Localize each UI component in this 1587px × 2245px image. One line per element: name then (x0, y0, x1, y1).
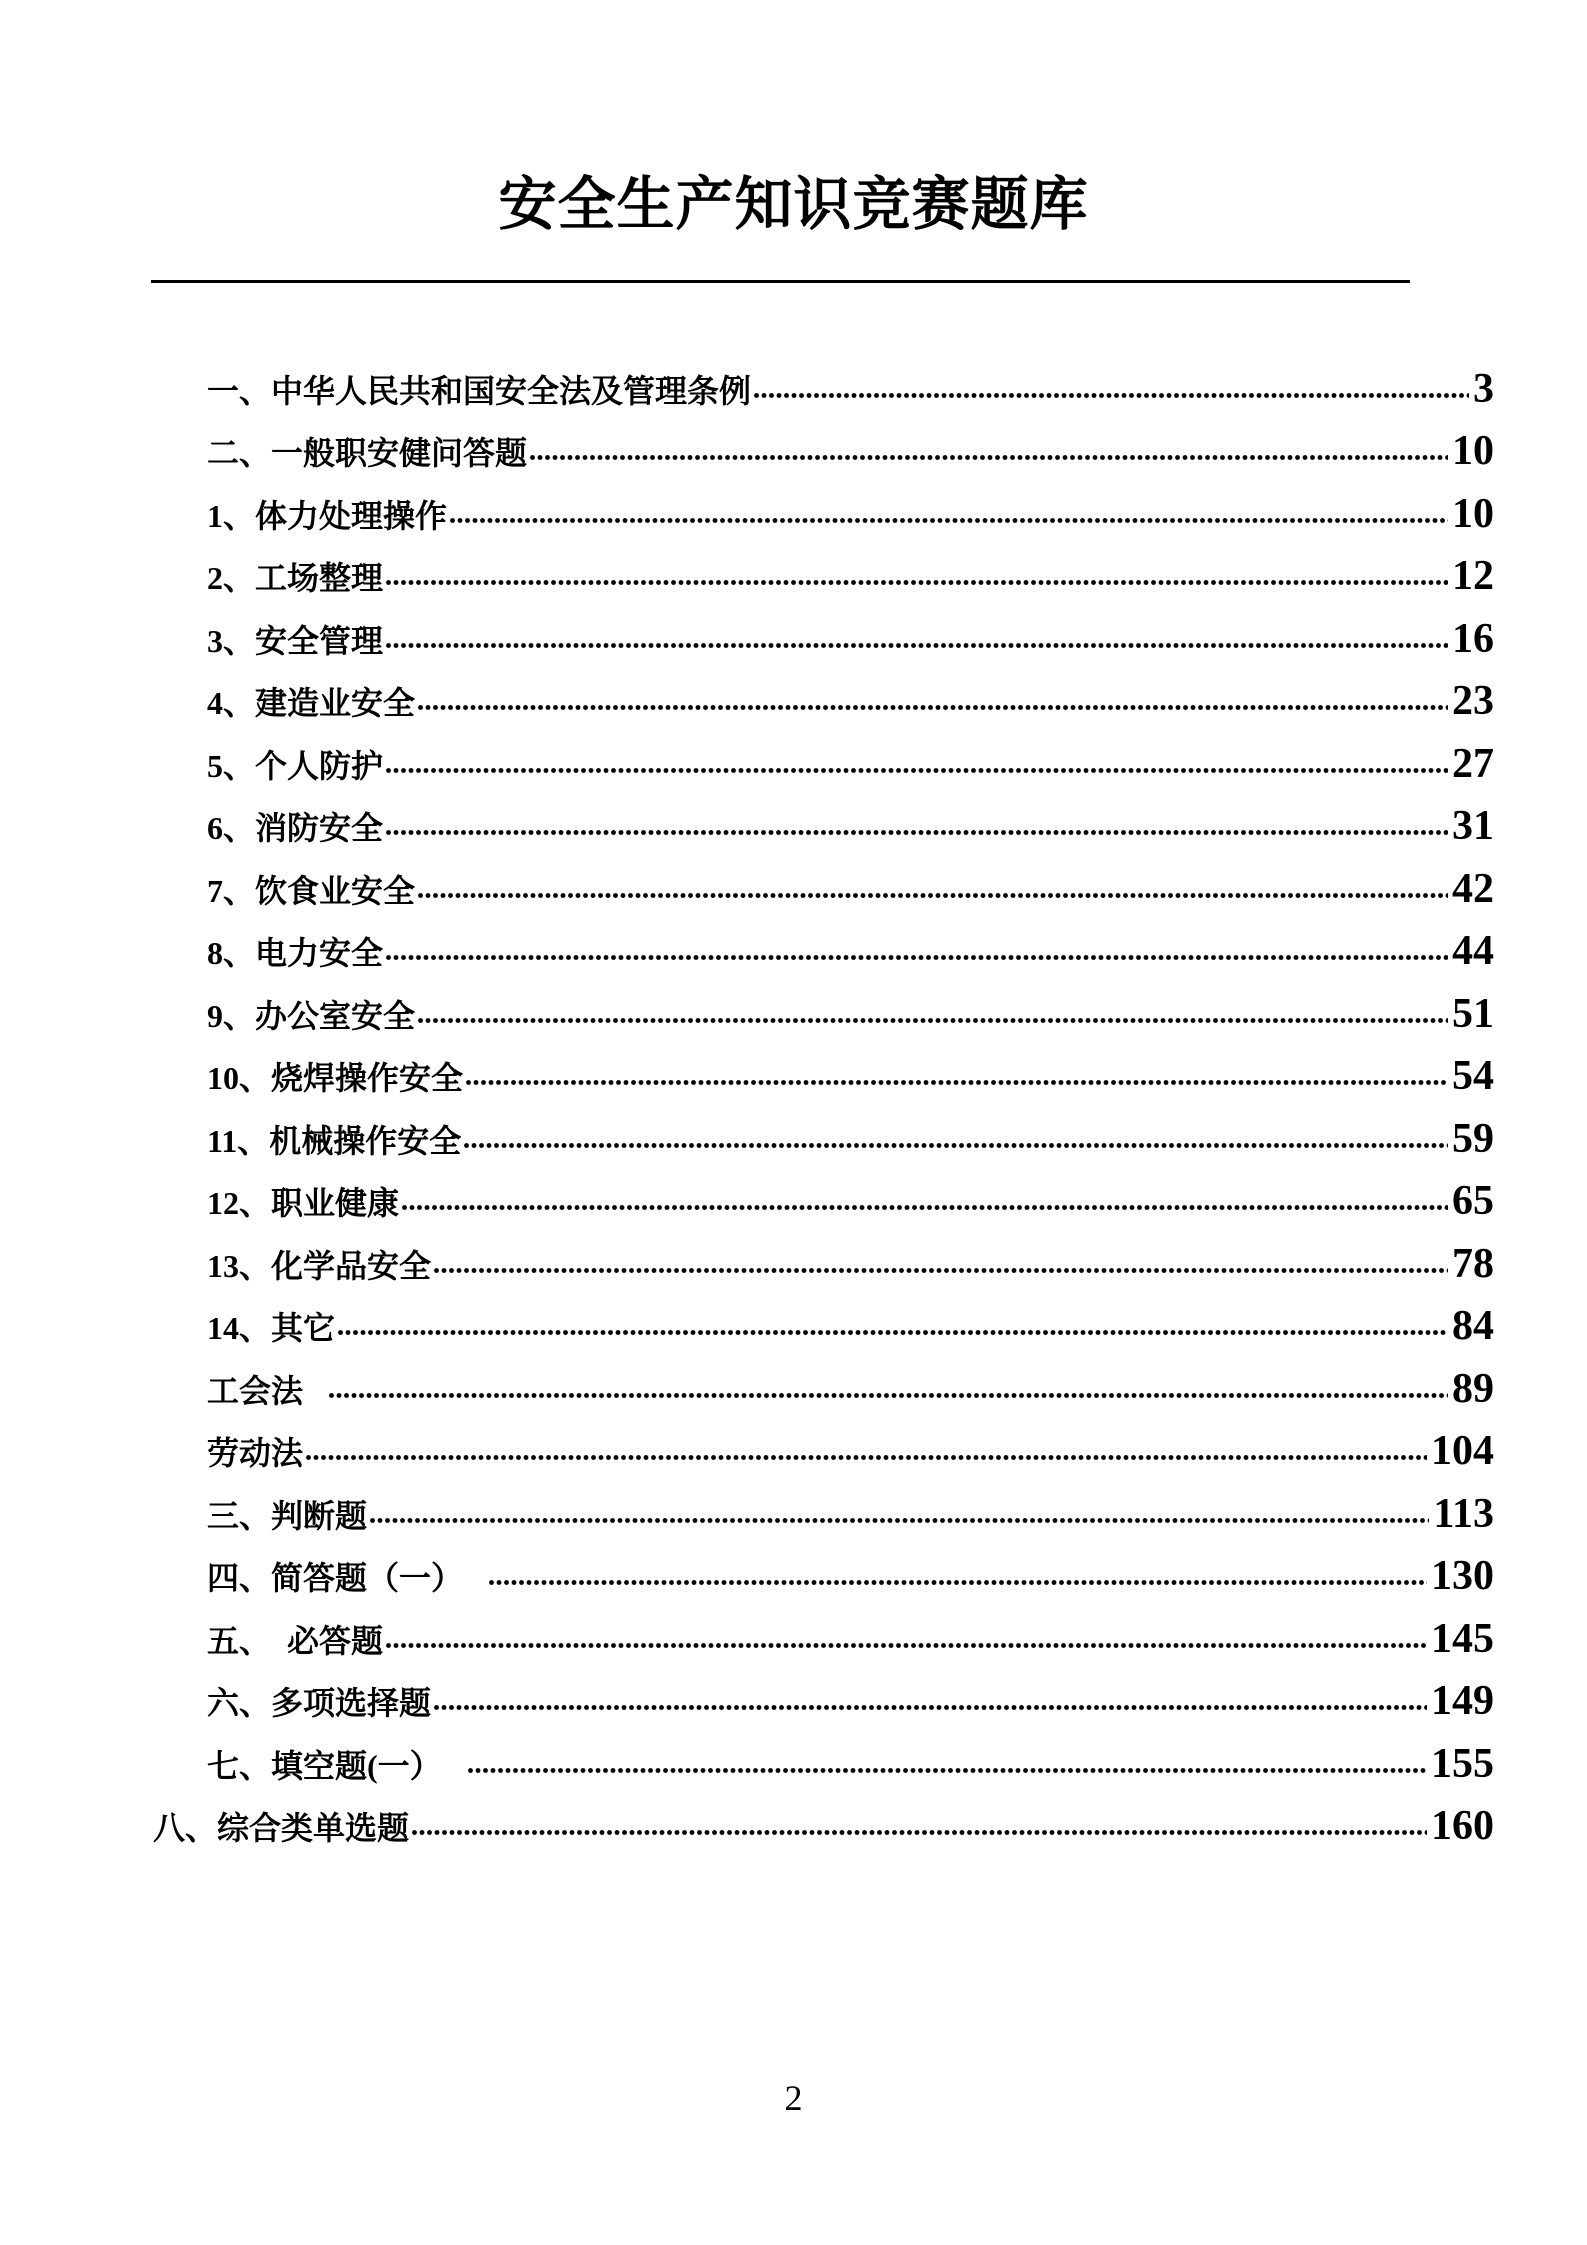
dot-leader (386, 1643, 1427, 1648)
dot-leader (450, 518, 1448, 523)
toc-entry-page: 16 (1452, 615, 1494, 662)
toc-entry[interactable] (207, 1157, 1494, 1224)
toc-entry-page: 155 (1431, 1740, 1494, 1787)
dot-leader (530, 455, 1448, 460)
toc-entry[interactable] (207, 1594, 1494, 1662)
toc-entry[interactable] (207, 1469, 1494, 1537)
toc-entry[interactable] (207, 1719, 1494, 1787)
toc-entry-label: 9、办公室安全 (207, 997, 416, 1034)
toc-entry-label: 4、建造业安全 (207, 685, 416, 721)
toc-entry-page: 3 (1473, 365, 1494, 412)
toc-entry-page: 113 (1433, 1490, 1494, 1537)
toc-entry-page: 27 (1452, 740, 1494, 787)
dot-leader (418, 893, 1448, 898)
dot-leader (306, 1455, 1427, 1460)
toc-entry-label: 1、体力处理操作 (207, 497, 448, 534)
dot-leader (754, 393, 1469, 398)
toc-entry[interactable] (153, 1782, 1494, 1849)
toc-entry-page: 10 (1452, 490, 1494, 537)
toc-entry[interactable] (207, 1219, 1494, 1287)
toc-entry-label: 2、工场整理 (207, 560, 384, 596)
dot-leader (329, 1393, 1448, 1398)
toc-entry-page: 42 (1452, 865, 1494, 912)
dot-leader (464, 1143, 1448, 1148)
toc-entry-label: 二、一般职安健问答题 (207, 435, 528, 471)
toc-entry-page: 54 (1452, 1053, 1494, 1099)
toc-entry-page: 84 (1452, 1303, 1494, 1349)
dot-leader (489, 1580, 1427, 1585)
toc-entry-page: 12 (1452, 553, 1494, 599)
dot-leader (386, 643, 1448, 648)
dot-leader (338, 1330, 1448, 1335)
toc-entry[interactable] (207, 594, 1494, 662)
toc-entry-label: 五、 必答题 (207, 1622, 384, 1659)
toc-entry-label: 劳动法 (207, 1435, 304, 1471)
toc-entry-label: 三、判断题 (207, 1497, 368, 1534)
title-divider-rule (151, 280, 1410, 283)
table-of-contents (0, 344, 1587, 1849)
toc-entry[interactable] (207, 1407, 1494, 1474)
dot-leader (370, 1518, 1429, 1523)
toc-entry-page: 78 (1452, 1240, 1494, 1287)
dot-leader (418, 1018, 1448, 1023)
toc-entry-page: 89 (1452, 1365, 1494, 1412)
toc-entry-page: 104 (1431, 1428, 1494, 1474)
toc-entry-page: 130 (1431, 1553, 1494, 1599)
toc-entry-label: 10、烧焊操作安全 (207, 1060, 464, 1096)
toc-entry-page: 149 (1431, 1678, 1494, 1724)
dot-leader (386, 955, 1448, 960)
dot-leader (468, 1768, 1427, 1773)
toc-entry[interactable] (207, 1094, 1494, 1162)
toc-entry[interactable] (207, 969, 1494, 1037)
toc-entry-label: 13、化学品安全 (207, 1247, 432, 1284)
toc-entry-page: 31 (1452, 803, 1494, 849)
dot-leader (466, 1080, 1448, 1085)
toc-entry[interactable] (207, 907, 1494, 974)
toc-entry[interactable] (207, 1657, 1494, 1724)
toc-entry-label: 7、饮食业安全 (207, 872, 416, 909)
toc-entry-label: 14、其它 (207, 1310, 336, 1346)
dot-leader (434, 1705, 1427, 1710)
toc-entry[interactable] (207, 532, 1494, 599)
toc-entry-page: 65 (1452, 1178, 1494, 1224)
toc-entry[interactable] (207, 1344, 1494, 1412)
toc-entry-page: 44 (1452, 928, 1494, 974)
dot-leader (386, 768, 1448, 773)
toc-entry-label: 11、机械操作安全 (207, 1122, 462, 1159)
toc-entry[interactable] (207, 844, 1494, 912)
page-title: 安全生产知识竞赛题库 (498, 172, 1089, 237)
toc-entry[interactable] (207, 657, 1494, 724)
toc-entry-label: 12、职业健康 (207, 1185, 400, 1221)
toc-entry-label: 一、中华人民共和国安全法及管理条例 (207, 372, 752, 409)
toc-entry[interactable] (207, 469, 1494, 537)
dot-leader (434, 1268, 1448, 1273)
toc-entry[interactable] (207, 1032, 1494, 1099)
footer-page-number: 2 (784, 2078, 803, 2118)
toc-entry-label: 四、简答题（一） (207, 1560, 464, 1596)
toc-entry[interactable] (207, 782, 1494, 849)
toc-entry[interactable] (207, 1532, 1494, 1599)
toc-entry[interactable] (207, 407, 1494, 474)
toc-entry-label: 8、电力安全 (207, 935, 384, 971)
dot-leader (386, 830, 1448, 835)
toc-entry-page: 10 (1452, 428, 1494, 474)
toc-entry-page: 160 (1431, 1803, 1494, 1849)
toc-entry-page: 23 (1452, 678, 1494, 724)
dot-leader (412, 1830, 1427, 1835)
toc-entry-page: 145 (1431, 1615, 1494, 1662)
dot-leader (386, 580, 1448, 585)
dot-leader (402, 1205, 1448, 1210)
toc-entry-label: 6、消防安全 (207, 810, 384, 846)
toc-entry[interactable] (207, 1282, 1494, 1349)
toc-entry-label: 工会法 (207, 1372, 304, 1409)
toc-entry-label: 八、综合类单选题 (153, 1810, 410, 1846)
dot-leader (418, 705, 1448, 710)
toc-entry[interactable] (207, 344, 1494, 412)
toc-entry-page: 59 (1452, 1115, 1494, 1162)
toc-entry[interactable] (207, 719, 1494, 787)
toc-entry-label: 六、多项选择题 (207, 1685, 432, 1721)
toc-entry-label: 5、个人防护 (207, 747, 384, 784)
toc-entry-page: 51 (1452, 990, 1494, 1037)
toc-entry-label: 3、安全管理 (207, 622, 384, 659)
toc-entry-label: 七、填空题(一） (207, 1747, 442, 1784)
